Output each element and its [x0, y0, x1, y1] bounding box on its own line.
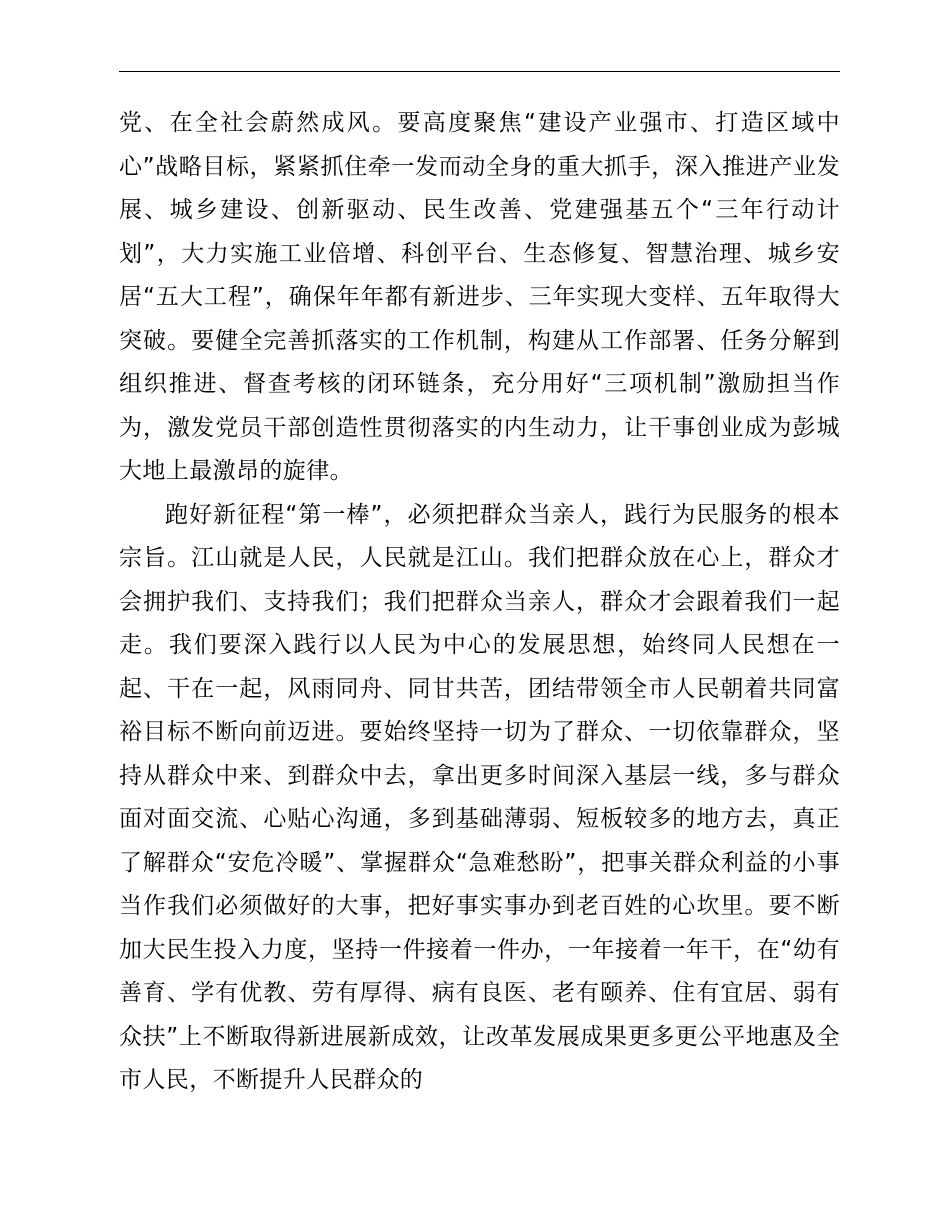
header-rule: [119, 71, 840, 72]
body-text: [119, 102, 840, 1103]
paragraph-continued: 党、在全社会蔚然成风。要高度聚焦“建设产业强市、打造区域中心”战略目标，紧紧抓住牵一发而动全身的重大抓手，深入推进产业发展、城乡建设、创新驱动、民生改善、党建强基五个“三年行动计划”，大力实施工业倍增、科创平台、生态修复、智慧治理、城乡安居“五大工程”，确保年年都有新进步、三年实现大变样、五年取得大突破。要健全完善抓落实的工作机制，构建从工作部署、任务分解到组织推进、督查考核的闭环链条，充分用好“三项机制”激励担当作为，激发党员干部创造性贯彻落实的内生动力，让干事创业成为彭城大地上最激昂的旋律。: [119, 110, 840, 484]
paragraph-first-baton: 跑好新征程“第一棒”，必须把群众当亲人，践行为民服务的根本宗旨。江山就是人民，人民就是江山。我们把群众放在心上，群众才会拥护我们、支持我们；我们把群众当亲人，群众才会跟着我们一起走。我们要深入践行以人民为中心的发展思想，始终同人民想在一起、干在一起，风雨同舟、同甘共苦，团结带领全市人民朝着共同富裕目标不断向前迈进。要始终坚持一切为了群众、一切依靠群众，坚持从群众中来、到群众中去，拿出更多时间深入基层一线，多与群众面对面交流、心贴心沟通，多到基础薄弱、短板较多的地方去，真正了解群众“安危冷暖”、掌握群众“急难愁盼”，把事关群众利益的小事当作我们必须做好的大事，把好事实事办到老百姓的心坎里。要不断加大民生投入力度，坚持一件接着一件办，一年接着一年干，在“幼有善育、学有优教、劳有厚得、病有良医、老有颐养、住有宜居、弱有众扶”上不断取得新进展新成效，让改革发展成果更多更公平地惠及全市人民，不断提升人民群众的: [119, 501, 840, 1093]
